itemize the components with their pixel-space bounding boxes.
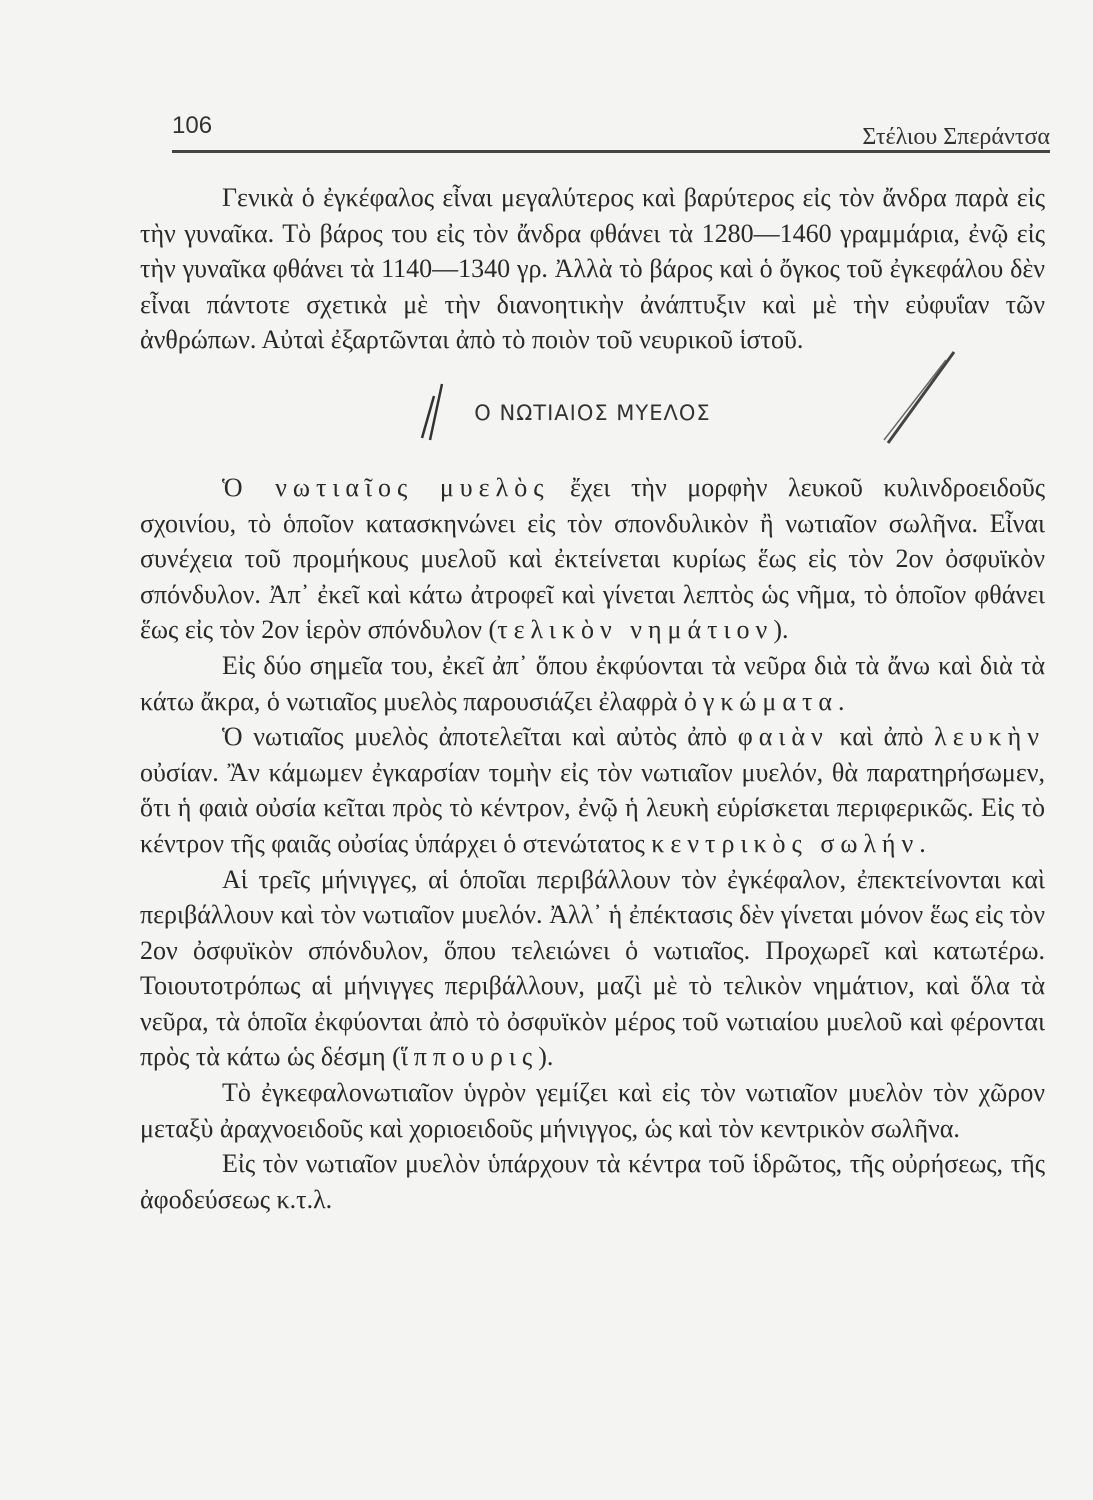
paragraph-text: οὐσίαν. Ἂν κάμωμεν ἐγκαρσίαν τομὴν εἰς τὸν νωτιαῖον μυελόν, θὰ παρατηρήσωμεν, ὅτι ἡ φαιὰ οὐσία κεῖται πρὸς τὸ κέντρον, ἐνῷ ἡ λευκὴ εὑρίσκεται περιφερικῶς. Εἰς τὸ κέντρον τῆς φαιᾶς οὐσίας ὑπάρχει ὁ στενώτατος: [140, 757, 1045, 858]
header-rule: [172, 150, 1050, 153]
pencil-slash-mark-icon: [408, 376, 448, 446]
paragraph-text-tail: ).: [538, 1042, 554, 1072]
paragraph-text: ἔχει τὴν μορφὴν λευκοῦ κυλινδροειδοῦς σχοινίου, τὸ ὁποῖον κατασκηνώνει εἰς τὸν σπονδυλικὸν ἢ νωτιαῖον σωλῆνα. Εἶναι συνέχεια τοῦ προμήκους μυελοῦ καὶ ἐκτείνεται κυρίως ἕως εἰς τὸν 2ον ὀσφυϊκὸν σπόνδυλον. Ἀπ᾿ ἐκεῖ καὶ κάτω ἀτροφεῖ καὶ γίνεται λεπτὸς ὡς νῆμα, τὸ ὁποῖον φθάνει ἕως εἰς τὸν 2ον ἱερὸν σπόνδυλον (: [140, 472, 1045, 645]
term-filum-terminale: τελικὸν νημάτιον: [497, 615, 774, 645]
paragraph-csf: Τὸ ἐγκεφαλονωτιαῖον ὑγρὸν γεμίζει καὶ εἰς τὸν νωτιαῖον μυελὸν τὸν χῶρον μεταξὺ ἀραχνοειδοῦς καὶ χοριοειδοῦς μήνιγγος, ὡς καὶ τὸν κεντρικὸν σωλῆνα.: [140, 1078, 1045, 1143]
term-grey: φαιὰν: [737, 722, 829, 752]
section-heading: [140, 384, 1045, 442]
paragraph-text: Εἰς δύο σημεῖα του, ἐκεῖ ἀπ᾿ ὅπου ἐκφύονται τὰ νεῦρα διὰ τὰ ἄνω καὶ διὰ τὰ κάτω ἄκρα, ὁ νωτιαῖος μυελὸς παρουσιάζει ἐλαφρὰ: [140, 650, 1045, 716]
term-central-canal: κεντρικὸς σωλήν: [651, 828, 920, 858]
paragraph-text-tail: .: [838, 686, 845, 716]
paragraph-spinal-cord-form: [140, 470, 1045, 648]
paragraph-text: Ὁ νωτιαῖος μυελὸς ἀποτελεῖται καὶ αὐτὸς ἀπὸ: [222, 722, 738, 752]
paragraph-brain-weight: Γενικὰ ὁ ἐγκέφαλος εἶναι μεγαλύτερος καὶ βαρύτερος εἰς τὸν ἄνδρα παρὰ εἰς τὴν γυναῖκα. Τὸ βάρος του εἰς τὸν ἄνδρα φθάνει τὰ 1280—1460 γραμμάρια, ἐνῷ εἰς τὴν γυναῖκα φθάνει τὰ 1140—1340 γρ. Ἀλλὰ τὸ βάρος καὶ ὁ ὄγκος τοῦ ἐγκεφάλου δὲν εἶναι πάντοτε σχετικὰ μὲ τὴν διανοητικὴν ἀνάπτυξιν καὶ μὲ τὴν εὐφυΐαν τῶν ἀνθρώπων. Αὐταὶ ἐξαρτῶνται ἀπὸ τὸ ποιὸν τοῦ νευρικοῦ ἱστοῦ.: [140, 183, 1045, 355]
paragraph-meninges: [140, 862, 1045, 1076]
page-number: 106: [172, 112, 213, 139]
term-white: λευκὴν: [934, 722, 1045, 752]
term-cauda-equina: ἵππουρις: [400, 1042, 539, 1072]
paragraph-text: Αἱ τρεῖς μήνιγγες, αἱ ὁποῖαι περιβάλλουν τὸν ἐγκέφαλον, ἐπεκτείνονται καὶ περιβάλλουν καὶ τὸν νωτιαῖον μυελόν. Ἀλλ᾿ ἡ ἐπέκτασις δὲν γίνεται μόνον ἕως εἰς τὸν 2ον ὀσφυϊκὸν σπόνδυλον, ὅπου τελειώνει ὁ νωτιαῖος. Προχωρεῖ καὶ κατωτέρω. Τοιουτοτρόπως αἱ μήνιγγες περιβάλλουν, μαζὶ μὲ τὸ τελικὸν νημάτιον, καὶ ὅλα τὰ νεῦρα, τὰ ὁποῖα ἐκφύονται ἀπὸ τὸ ὀσφυϊκὸν μέρος τοῦ νωτιαίου μυελοῦ καὶ φέρονται πρὸς τὰ κάτω ὡς δέσμη (: [140, 864, 1045, 1072]
term-enlargements: ὀγκώματα: [683, 686, 839, 716]
page-body: [140, 180, 1045, 1217]
page-header: [172, 112, 1050, 152]
paragraph-text: καὶ ἀπὸ: [828, 722, 935, 752]
paragraph-text-tail: .: [919, 828, 926, 858]
pencil-stroke-mark-icon: [858, 348, 968, 448]
paragraph-text-tail: ).: [773, 615, 789, 645]
section-heading-title: Ο ΝΩΤΙΑΙΟΣ ΜΥΕΛΟΣ: [474, 400, 711, 425]
running-head-author: Στέλιου Σπεράντσα: [862, 124, 1050, 150]
paragraph-grey-white-matter: [140, 719, 1045, 861]
paragraph-centers: Εἰς τὸν νωτιαῖον μυελὸν ὑπάρχουν τὰ κέντρα τοῦ ἱδρῶτος, τῆς οὐρήσεως, τῆς ἀφοδεύσεως κ.τ.λ.: [140, 1149, 1045, 1214]
paragraph-enlargements: [140, 648, 1045, 719]
term-spinal-cord: Ὁ νωτιαῖος μυελὸς: [222, 472, 550, 502]
